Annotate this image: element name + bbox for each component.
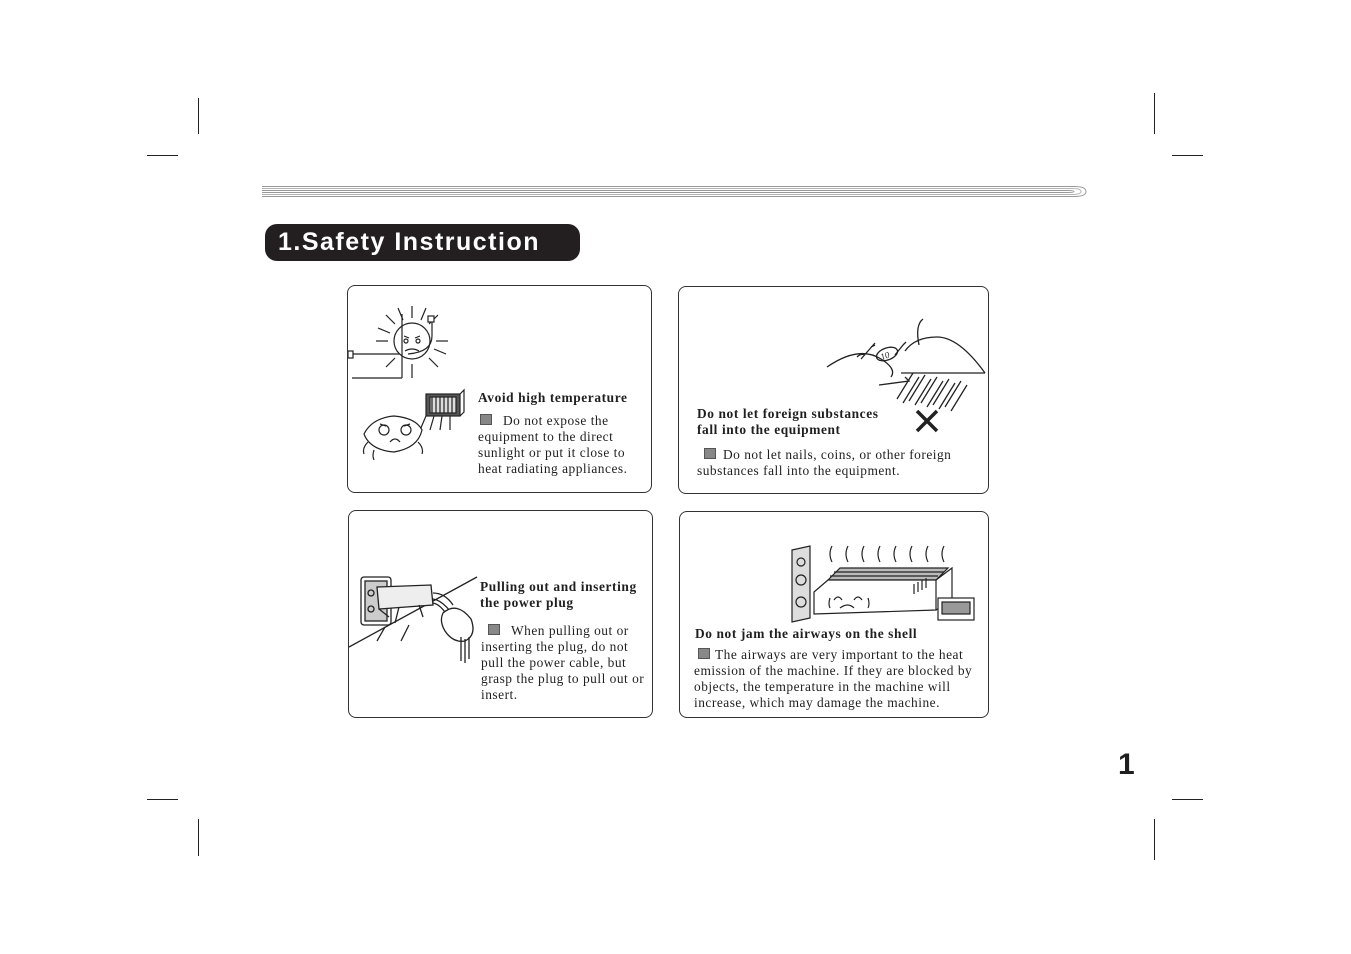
safety-card-airways — [679, 511, 989, 718]
crop-mark-bottom-left-horizontal — [147, 799, 178, 800]
card-text — [481, 623, 647, 703]
card-text-content: Do not expose the equipment to the direct sunlight or put it close to heat radiating appliances. — [478, 413, 628, 476]
card-text-content: The airways are very important to the heat emission of the machine. If they are blocked by objects, the temperature in the machine will increase, which may damage the machine. — [694, 647, 973, 710]
card-text — [478, 413, 646, 477]
bullet-square-icon — [488, 624, 500, 635]
blocked-vents-illustration — [788, 540, 978, 624]
crop-mark-top-left-horizontal — [147, 155, 178, 156]
coin-label: 10 — [879, 349, 891, 363]
card-text-content: When pulling out or inserting the plug, do not pull the power cable, but grasp the plug to pull out or insert. — [481, 623, 645, 702]
crop-mark-top-right-vertical — [1154, 93, 1155, 134]
safety-card-power-plug — [348, 510, 653, 718]
bullet-square-icon — [480, 414, 492, 425]
section-title: 1.Safety Instruction — [265, 224, 580, 261]
header-rule — [262, 185, 1088, 198]
card-heading: Do not let foreign substances fall into the equipment — [697, 406, 879, 437]
safety-card-high-temperature — [347, 285, 652, 493]
crop-mark-bottom-right-vertical — [1154, 819, 1155, 860]
card-text-content: Do not let nails, coins, or other foreign substances fall into the equipment. — [697, 447, 952, 478]
card-heading: Pulling out and inserting the power plug — [480, 579, 637, 610]
bullet-square-icon — [704, 448, 716, 459]
sun-and-heater-illustration — [348, 296, 478, 476]
crop-mark-top-left-vertical — [198, 98, 199, 134]
page-number: 1 — [1118, 748, 1135, 781]
crop-mark-top-right-horizontal — [1172, 155, 1203, 156]
crop-mark-bottom-left-vertical — [198, 819, 199, 856]
safety-card-foreign-substances — [678, 286, 989, 494]
card-heading: Do not jam the airways on the shell — [695, 626, 918, 641]
bullet-square-icon — [698, 648, 710, 659]
crop-mark-bottom-right-horizontal — [1172, 799, 1203, 800]
card-heading: Avoid high temperature — [478, 390, 628, 405]
plug-and-hand-illustration — [349, 569, 479, 669]
card-text — [694, 647, 990, 711]
card-text — [697, 447, 977, 479]
